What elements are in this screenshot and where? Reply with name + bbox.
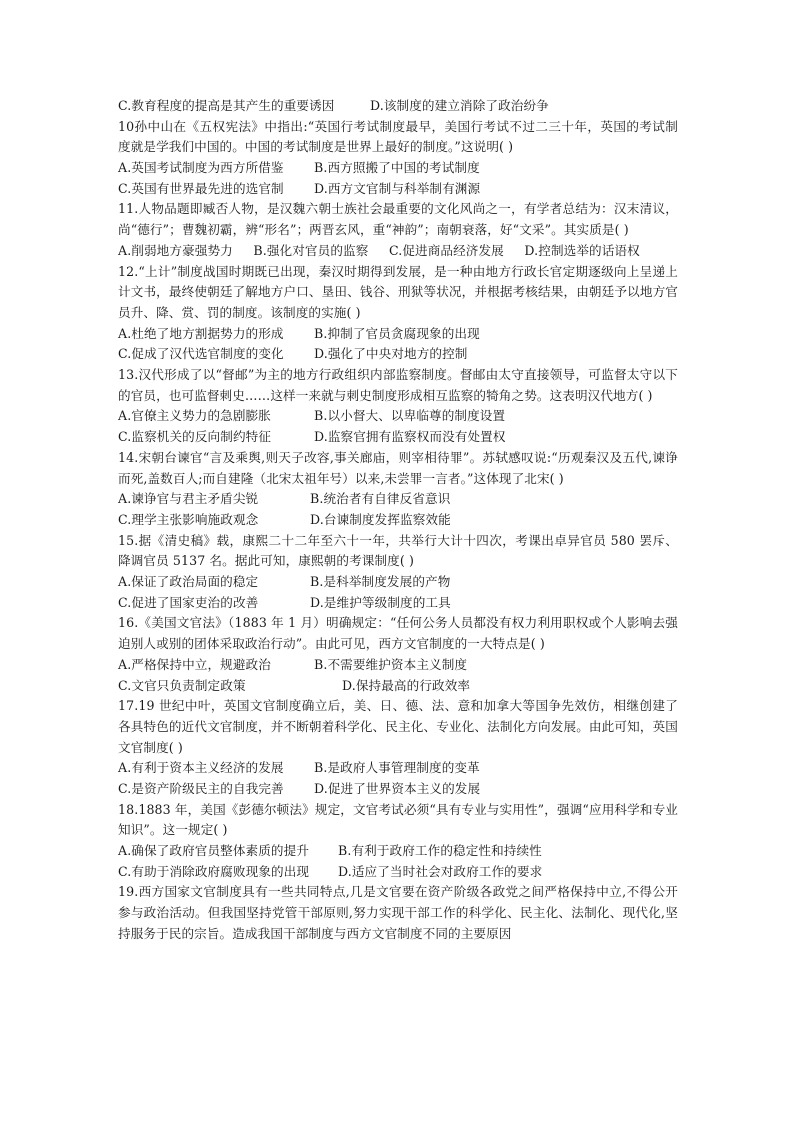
q10-options-row-2 [118,179,678,200]
q13-option-c: C.监察机关的反向制约特征 [118,429,272,445]
q16-option-d: D.保持最高的行政效率 [342,677,471,693]
q16-option-b: B.不需要维护资本主义制度 [314,656,468,672]
q13-options-row-1 [118,406,678,427]
q11-option-a: A.削弱地方豪强势力 [118,242,233,258]
q16-option-c: C.文官只负责制定政策 [118,677,246,693]
q15-option-d: D.是维护等级制度的工具 [310,594,451,610]
q18-stem: 18.1883 年，美国《彭德尔顿法》规定，文官考试必须“具有专业与实用性”，强调“应用科学和专业知识”。这一规定( ) [118,801,678,838]
q16-option-a: A.严格保持中立，规避政治 [118,656,271,672]
q17-stem: 17.19 世纪中叶，英国文官制度确立后，美、日、德、法、意和加拿大等国争先效仿，相继创建了各具特色的近代文官制度，并不断朝着科学化、民主化、专业化、法制化方向发展。由此可知，英国文官制度( ) [118,698,678,755]
q17-options-row-1 [118,758,678,779]
q12-option-a: A.杜绝了地方割据势力的形成 [118,325,284,341]
q14-stem: 14.宋朝台谏官“言及乘舆,则天子改容,事关廊庙，则宰相待罪”。苏轼感叹说:“历观秦汉及五代,谏诤而死,盖数百人;而自建隆（北宋太祖年号）以来,未尝罪一言者。”这体现了北宋( ) [118,449,678,486]
q10-option-d: D.西方文官制与科举制有渊源 [314,180,481,196]
q11-options [118,241,678,262]
q9-options-row-2 [118,96,678,117]
q17-options-row-2 [118,779,678,800]
q14-option-d: D.台谏制度发挥监察效能 [310,511,451,527]
q11-stem: 11.人物品题即臧否人物，是汉魏六朝士族社会最重要的文化风尚之一，有学者总结为：汉末清议，尚“德行”；曹魏初霸，辨“形名”；两晋玄风，重“神韵”；南朝衰落，好“文采”。其实质是( ) [118,201,678,238]
q14-options-row-2 [118,510,678,531]
exam-page [118,96,678,945]
q11-option-c: C.促进商品经济发展 [388,242,504,258]
q13-stem: 13.汉代形成了以“督邮”为主的地方行政组织内部监察制度。督邮由太守直接领导，可监督太守以下的官员，也可监督刺史……这样一来就与刺史制度形成相互监察的犄角之势。这表明汉代地方( ) [118,367,678,403]
q17-option-a: A.有利于资本主义经济的发展 [118,760,284,776]
q9-option-c: C.教育程度的提高是其产生的重要诱因 [118,98,335,113]
q9-option-d: D.该制度的建立消除了政治纷争 [370,98,549,113]
q10-option-c: C.英国有世界最先进的选官制 [118,180,284,196]
q12-option-d: D.强化了中央对地方的控制 [314,346,468,362]
q15-stem: 15.据《清史稿》载，康熙二十二年至六十一年，共举行大计十四次，考课出卓异官员 580 罢斥、降调官员 5137 名。据此可知，康熙朝的考课制度( ) [118,532,678,569]
q19-stem: 19.西方国家文官制度具有一些共同特点,几是文官要在资产阶级各政党之间严格保持中立,不得公开参与政治活动。但我国坚持党管干部原则,努力实现干部工作的科学化、民主化、法制化、现代化,坚持服务于民的宗旨。造成我国干部制度与西方文官制度不同的主要原因 [118,884,678,941]
q14-options-row-1 [118,489,678,510]
q17-option-c: C.是资产阶级民主的自我完善 [118,780,284,796]
q12-options-row-1 [118,324,678,345]
q18-options-row-2 [118,862,678,883]
q18-option-b: B.有利于政府工作的稳定性和持续性 [338,843,542,859]
q12-option-c: C.促成了汉代选官制度的变化 [118,346,284,362]
q10-option-a: A.英国考试制度为西方所借鉴 [118,160,284,176]
q14-option-a: A.谏诤官与君主矛盾尖锐 [118,491,259,507]
q10-options-row-1 [118,158,678,179]
q15-option-b: B.是科举制度发展的产物 [310,574,451,590]
q14-option-b: B.统治者有自律反省意识 [310,491,451,507]
q18-option-a: A.确保了政府官员整体素质的提升 [118,843,310,859]
q18-option-d: D.适应了当时社会对政府工作的要求 [338,863,543,879]
q17-option-d: D.促进了世界资本主义的发展 [314,780,481,796]
q14-option-c: C.理学主张影响施政观念 [118,511,259,527]
q10-option-b: B.西方照搬了中国的考试制度 [314,160,480,176]
q16-options-row-2 [118,676,678,697]
q13-option-d: D.监察官拥有监察权而没有处置权 [314,429,506,445]
q12-option-b: B.抑制了官员贪腐现象的出现 [314,325,480,341]
q18-options-row-1 [118,841,678,862]
q13-option-a: A.官僚主义势力的急剧膨胀 [118,408,271,424]
q11-option-b: B.强化对官员的监察 [253,242,369,258]
q16-options-row-1 [118,655,678,676]
q17-option-b: B.是政府人事管理制度的变革 [314,760,480,776]
q15-options-row-2 [118,593,678,614]
q15-options-row-1 [118,572,678,593]
q18-option-c: C.有助于消除政府腐败现象的出现 [118,863,310,879]
q12-options-row-2 [118,344,678,365]
q10-stem: 10孙中山在《五权宪法》中指出:“英国行考试制度最早，美国行考试不过二三十年，英国的考试制度就是学我们中国的。中国的考试制度是世界上最好的制度。”这说明( ) [118,118,678,155]
q15-option-a: A.保证了政治局面的稳定 [118,574,259,590]
q11-option-d: D.控制选举的话语权 [524,242,640,258]
q13-options-row-2 [118,427,678,448]
q12-stem: 12.“上计”制度战国时期既已出现，秦汉时期得到发展，是一种由地方行政长官定期逐级向上呈递上计文书，最终使朝廷了解地方户口、垦田、钱谷、刑狱等状况，并根据考核结果，由朝廷予以地方官员升、降、赏、罚的制度。该制度的实施( ) [118,263,678,320]
q15-option-c: C.促进了国家吏治的改善 [118,594,259,610]
q13-option-b: B.以小督大、以卑临尊的制度设置 [314,408,506,424]
q16-stem: 16.《美国文官法》（1883 年 1 月）明确规定：“任何公务人员都没有权力利用职权或个人影响去强迫别人或别的团体采取政治行动”。由此可见，西方文官制度的一大特点是( ) [118,615,678,652]
